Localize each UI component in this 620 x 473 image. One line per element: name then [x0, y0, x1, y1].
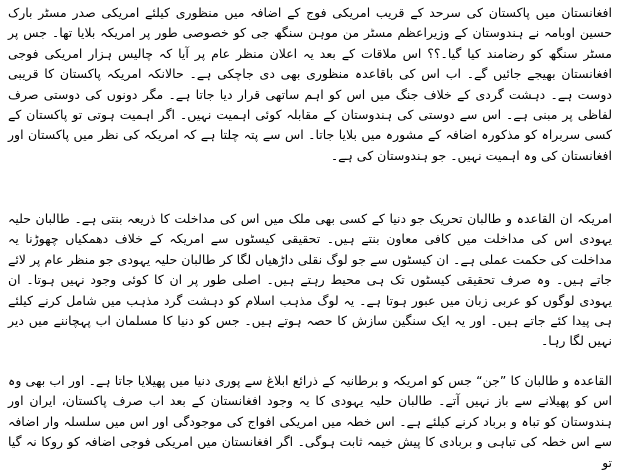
article-paragraph: افغانستان میں پاکستان کی سرحد کے قریب امریکی فوج کے اضافہ میں منظوری کیلئے امریکی صدر مسٹر بارک حسین اوبامہ نے ہندوستان کے وزیراعظم مسٹر من موہن سنگھ جی کو خصوصی طور پر امریکہ بلایا تھا۔ جس پر مسٹر سنگھ کو رضامند کیا گیا۔؟؟ اس ملاقات کے بعد یہ اعلان منظر عام پر آیا کہ چالیس ہزار امریکی فوجی افغانستان بھیجے جائیں گے۔ اب اس کی باقاعدہ منظوری بھی دی جاچکی ہے۔ حالانکہ امریکہ پاکستان کا قریبی دوست ہے۔ دہشت گردی کے خلاف جنگ میں اس کو اہم ساتھی قرار دیا جاتا ہے۔ مگر دونوں کی دوستی صرف لفاظی پر مبنی ہے۔ اس سے دوستی کی ہندوستان کے مقابلہ کوئی اہمیت نہیں۔ اگر اہمیت ہوتی تو پاکستان کے کسی سربراہ کو مذکورہ اضافہ کے مشورہ میں بلایا جاتا۔ اس سے پتہ چلتا ہے کہ امریکہ کی نظر میں پاکستان اور افغانستان کی وہ اہمیت نہیں۔ جو ہندوستان کی ہے۔	[8, 5, 612, 163]
article-paragraph: امریکہ ان القاعدہ و طالبان تحریک جو دنیا کے کسی بھی ملک میں اس کی مداخلت کا ذریعہ بنتی ہے۔ طالبان حلیہ یہودی اس کی مداخلت میں کافی معاون بنتے ہیں۔ تحقیقی کیسٹوں سے امریکہ کے خلاف دھمکیاں چھوڑنا یہ مداخلت کی حکمت عملی ہے۔ ان کیسٹوں سے جو لوگ نقلی داڑھیاں لگا کر طالبان حلیہ یہودی جو منظر عام پر لائے جاتے ہیں۔ وہ صرف تحقیقی کیسٹوں تک ہی محیط رہتے ہیں۔ اصلی طور پر ان کا کوئی وجود نہیں ہوتا۔ ان یہودی لوگوں کو عربی زبان میں عبور ہوتا ہے۔ یہ لوگ مذہب اسلام کو دہشت گرد مذہب میں شامل کرنے کیلئے ہی پیدا کئے جاتے ہیں۔ اور یہ ایک سنگین سازش کا حصہ ہوتے ہیں۔ جس کو دنیا کا مسلمان اب پہچاننے میں دیر نہیں لگا رہا۔	[8, 211, 612, 349]
article-paragraph: القاعدہ و طالبان کا ”جن“ جس کو امریکہ و برطانیہ کے ذرائع ابلاغ سے پوری دنیا میں پھیلایا جاتا ہے۔ اور اب بھی وہ اس کو پھیلانے سے باز نہیں آتے۔ طالبان حلیہ یہودی کا یہ وجود افغانستان کے بعد اب صرف پاکستان، ایران اور ہندوستان کو تباہ و برباد کرنے کیلئے ہے۔ اس خطہ میں امریکی افواج کی موجودگی اور اس میں سلسلہ وار اضافہ سے اس خطہ کی تباہی و بربادی کا پیش خیمہ ثابت ہوگی۔ اگر افغانستان میں امریکی فوجی اضافہ کو روکا نہ گیا تو	[8, 373, 612, 470]
